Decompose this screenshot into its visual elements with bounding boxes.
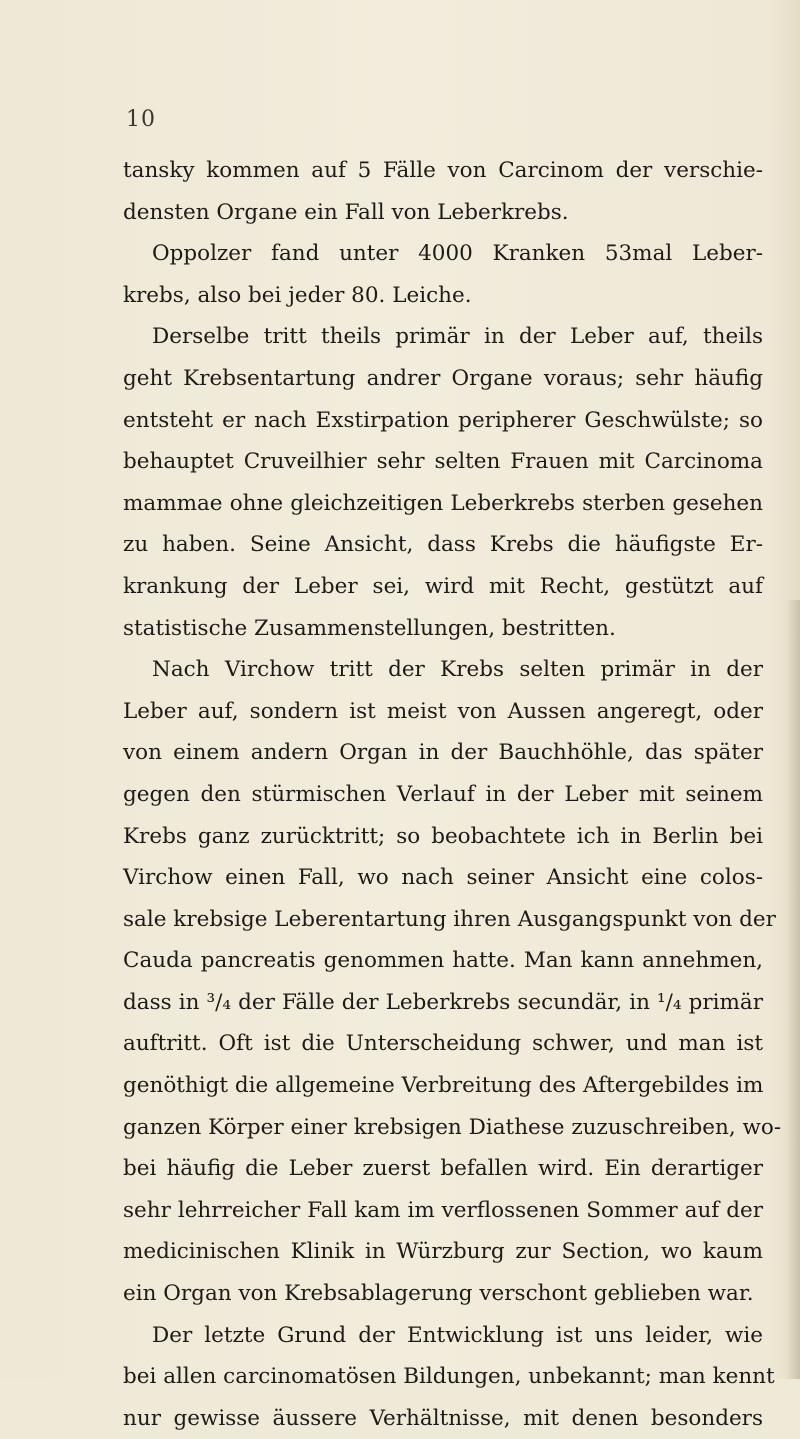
text-line: sale krebsige Leberentartung ihren Ausgangspunkt von der [123,906,776,932]
page-edge-shadow [786,600,800,1379]
text-line: gegen den stürmischen Verlauf in der Leber mit seinem [123,781,763,807]
page-number: 10 [126,107,156,132]
text-line: Krebs ganz zurücktritt; so beobachtete ich in Berlin bei [123,823,763,849]
text-line: mammae ohne gleichzeitigen Leberkrebs sterben gesehen [123,490,763,516]
text-line: ganzen Körper einer krebsigen Diathese zuzuschreiben, wo- [123,1114,782,1140]
text-line: Nach Virchow tritt der Krebs selten primär in der [152,657,763,683]
text-line: geht Krebsentartung andrer Organe voraus; sehr häufig [123,365,763,391]
text-line: zu haben. Seine Ansicht, dass Krebs die häufigste Er- [123,532,763,558]
text-line: bei häufig die Leber zuerst befallen wird. Ein derartiger [123,1156,763,1182]
text-line: Cauda pancreatis genommen hatte. Man kann annehmen, [123,948,763,974]
text-line: nur gewisse äussere Verhältnisse, mit denen besonders [123,1405,763,1431]
text-line: ein Organ von Krebsablagerung verschont geblieben war. [123,1281,754,1307]
text-line: Virchow einen Fall, wo nach seiner Ansicht eine colos- [123,865,763,891]
text-line: behauptet Cruveilhier sehr selten Frauen mit Carcinoma [123,449,763,475]
text-line: dass in ³/₄ der Fälle der Leberkrebs secundär, in ¹/₄ primär [123,989,763,1015]
text-line: auftritt. Oft ist die Unterscheidung schwer, und man ist [123,1031,763,1057]
text-line: Der letzte Grund der Entwicklung ist uns leider, wie [152,1322,763,1348]
text-line: bei allen carcinomatösen Bildungen, unbekannt; man kennt [123,1364,775,1390]
text-line: krebs, also bei jeder 80. Leiche. [123,282,472,308]
text-line: entsteht er nach Exstirpation peripherer Geschwülste; so [123,407,763,433]
text-line: von einem andern Organ in der Bauchhöhle, das später [123,740,763,766]
text-line: Oppolzer fand unter 4000 Kranken 53mal Leber- [152,241,763,267]
text-line: krankung der Leber sei, wird mit Recht, gestützt auf [123,573,763,599]
text-line: statistische Zusammenstellungen, bestritten. [123,615,616,641]
text-line: Derselbe tritt theils primär in der Leber auf, theils [152,324,763,350]
text-line: genöthigt die allgemeine Verbreitung des Aftergebildes im [123,1073,764,1099]
text-line: tansky kommen auf 5 Fälle von Carcinom der verschie- [123,158,763,183]
text-line: densten Organe ein Fall von Leberkrebs. [123,199,569,225]
body-text [123,150,782,1439]
text-line: medicinischen Klinik in Würzburg zur Section, wo kaum [123,1239,763,1265]
text-line: Leber auf, sondern ist meist von Aussen angeregt, oder [123,698,763,724]
text-line: sehr lehrreicher Fall kam im verflossenen Sommer auf der [123,1197,763,1223]
